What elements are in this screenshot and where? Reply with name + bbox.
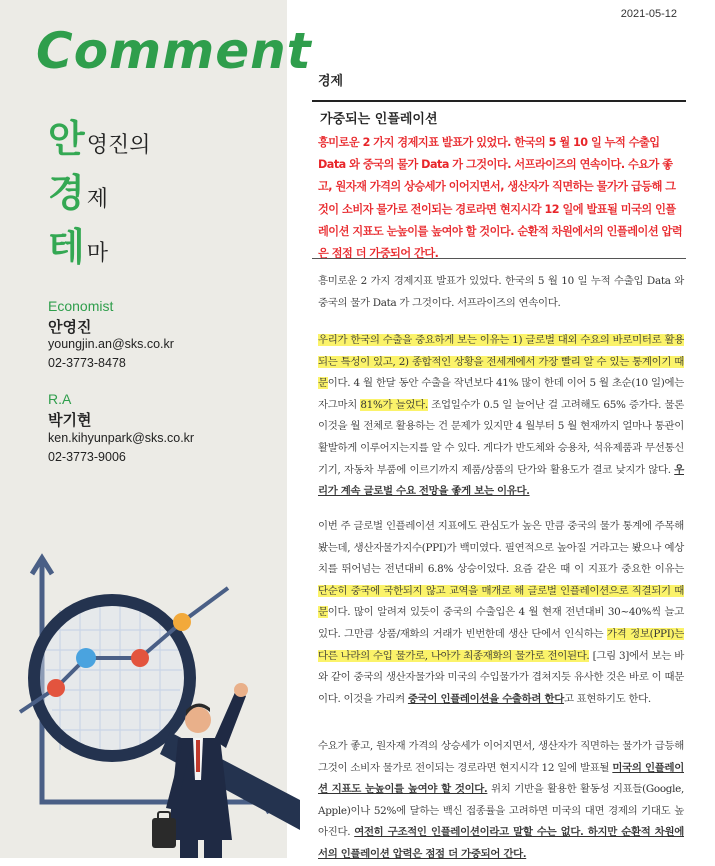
economist-email[interactable]: youngjin.an@sks.co.kr <box>48 337 174 351</box>
paragraph-4 <box>318 736 684 866</box>
data-point-icon <box>76 648 96 668</box>
title-line-1 <box>48 108 150 163</box>
highlight-text: 단순히 중국에 국한되지 않고 교역을 매개로 해 글로벌 인플레이션으로 직결되기 때문 <box>318 584 684 619</box>
summary-divider <box>312 258 686 259</box>
section-divider <box>312 100 686 102</box>
highlight-text: 가격 정보(PPI)는 다른 나라의 수입 물가로, 나아가 최종재화의 물가로 전이된다. <box>318 627 684 662</box>
ra-phone: 02-3773-9006 <box>48 450 126 464</box>
ra-name: 박기현 <box>48 412 92 429</box>
ra-role: R.A <box>48 391 72 407</box>
title-rest-1: 영진의 <box>86 133 151 158</box>
data-point-icon <box>47 679 65 697</box>
underlined-conclusion: 우리가 계속 글로벌 수요 전망을 좋게 보는 이유다. <box>318 463 684 498</box>
report-date: 2021-05-12 <box>620 8 677 20</box>
paragraph-3 <box>318 516 684 710</box>
underlined-conclusion: 여전히 구조적인 인플레이션이라고 말할 수는 없다. 하지만 순환적 차원에서의 인플레이션 압력은 점점 더 가중되어 간다. <box>318 826 684 860</box>
paragraph-text: 이다. 4 월 한달 동안 수출을 작년보다 41% 많이 한데 이어 5 월 초순(10 일)에는 자그마치 <box>318 377 684 411</box>
title-rest-2: 제 <box>86 187 108 212</box>
title-big-1: 안 <box>48 117 85 161</box>
economist-name: 안영진 <box>48 319 92 336</box>
summary-text: 흥미로운 2 가지 경제지표 발표가 있었다. 한국의 5 월 10 일 누적 수출입 Data 와 중국의 물가 Data 가 그것이다. 서프라이즈의 연속이다. 수요가 좋고, 원자재 가격의 상승세가 이어지면서, 생산자가 직면하는 물가가 급등해 그것이 소비자 물가로 전이되는 경로라면 현지시각 12 일에 발표될 미국의 인플레이션 지표도 눈높이를 높여야 할 것이다. 순환적 차원에서의 인플레이션 압력은 점점 더 가중되어 간다. <box>318 136 683 261</box>
paragraph-text: 수요가 좋고, 원자재 가격의 상승세가 이어지면서, 생산자가 직면하는 물가가 급등해 그것이 소비자 물가로 전이되는 경로라면 현지시각 12 일에 발표될 <box>318 740 684 774</box>
title-big-2: 경 <box>48 171 85 215</box>
title-line-2 <box>48 162 108 217</box>
data-point-icon <box>173 613 191 631</box>
comment-logo: Comment <box>36 22 312 80</box>
highlight-text: 우리가 한국의 수출을 중요하게 보는 이유는 1) 글로벌 대외 수요의 바로미터로 활용되는 특성이 있고, 2) 종합적인 상황을 전세계에서 가장 빨리 알 수 있는 통계이기 때문 <box>318 334 684 390</box>
title-rest-3: 마 <box>86 241 108 266</box>
section-title: 경제 <box>318 74 344 89</box>
ra-email[interactable]: ken.kihyunpark@sks.co.kr <box>48 431 195 445</box>
sidebar <box>0 0 312 858</box>
underlined-phrase: 중국이 인플레이션을 수출하려 한다 <box>407 692 564 705</box>
paragraph-text: [그림 3]에서 보는 바와 같이 중국의 생산자물가와 미국의 수입물가가 겹쳐지듯 유사한 것은 바로 이 때문이다. 이것을 가리켜 <box>318 649 684 705</box>
magnifier-chart-illustration <box>0 540 300 858</box>
paragraph-text: 조업일수가 0.5 일 늘어난 걸 고려해도 65% 증가다. 물론 이것을 월 전체로 활용하는 건 문제가 있지만 4 월부터 5 월 현재까지 얼마나 통관이 활발하게 이루어지는지를 알 수 있다. 게다가 반도체와 승용차, 석유제품과 무선통신기기, 자동차 부품에 이르기까지 제품/상품의 단가와 활용도가 결코 낮지가 않다. <box>318 398 685 476</box>
economist-phone: 02-3773-8478 <box>48 356 126 370</box>
article-subtitle: 가중되는 인플레이션 <box>320 112 438 127</box>
paragraph-text: 이번 주 글로벌 인플레이션 지표에도 관심도가 높은 만큼 중국의 물가 통계에 주목해 봤는데, 생산자물가지수(PPI)가 백미였다. 필연적으로 높아질 거라고는 봤으나 예상치를 뛰어넘는 전년대비 6.8% 상승이었다. 요즘 같은 때 이 지표가 중요한 이유는 <box>318 520 684 576</box>
economist-role: Economist <box>48 298 114 314</box>
paragraph-text: 고 표현하기도 한다. <box>563 692 651 705</box>
underlined-phrase: 미국의 인플레이션 지표도 눈높이를 높여야 할 것이다. <box>318 761 684 796</box>
paragraph-text: 이다. 많이 알려져 있듯이 중국의 수출입은 4 월 현재 전년대비 30~40%씩 늘고 있다. 그만큼 상품/재화의 거래가 빈번한데 생산 단에서 인식하는 <box>318 606 684 640</box>
highlight-text: 81%가 늘었다. <box>360 398 428 411</box>
briefcase-icon <box>152 818 176 848</box>
magnifier-lens-icon <box>34 600 190 756</box>
paragraph-1: 흥미로운 2 가지 경제지표 발표가 있었다. 한국의 5 월 10 일 누적 수출입 Data 와 중국의 물가 Data 가 그것이다. 서프라이즈의 연속이다. <box>318 275 684 309</box>
title-line-3 <box>48 216 108 271</box>
paragraph-text: 위치 기반을 활용한 활동성 지표들(Google, Apple)이나 52%에 달하는 백신 접종률을 고려하면 미국의 대면 경제의 기대도 높아진다. <box>318 783 685 839</box>
data-point-icon <box>131 649 149 667</box>
paragraph-2 <box>318 330 684 503</box>
title-big-3: 테 <box>48 225 85 269</box>
